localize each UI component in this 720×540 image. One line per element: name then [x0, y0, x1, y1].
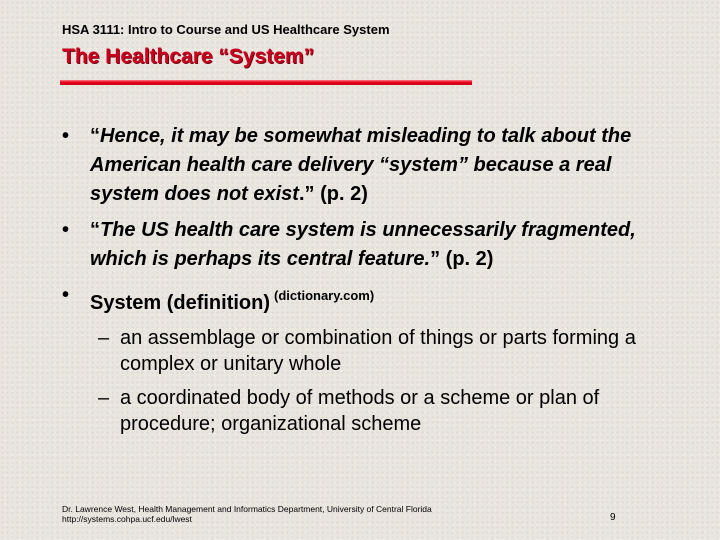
citation: (p. 2) — [320, 183, 368, 205]
definition-source: (dictionary.com) — [274, 288, 375, 303]
footer — [62, 504, 432, 524]
quote-text: Hence, it may be somewhat misleading to talk about the American health care delivery “system” because a real system does not exist — [90, 125, 632, 205]
slide-content — [62, 122, 672, 445]
title-underline — [60, 80, 472, 85]
course-header: HSA 3111: Intro to Course and US Healthcare System — [62, 22, 390, 37]
definition-item-2 — [62, 385, 672, 437]
definition-text: a coordinated body of methods or a scheme or plan of procedure; organizational scheme — [120, 387, 600, 435]
open-quote: “ — [90, 219, 100, 241]
footer-author: Dr. Lawrence West, Health Management and Informatics Department, University of Central Florida — [62, 504, 432, 514]
bullet-quote-2 — [62, 216, 672, 274]
open-quote: “ — [90, 125, 100, 147]
citation: (p. 2) — [445, 248, 494, 270]
slide-title: The Healthcare “System” — [62, 45, 315, 68]
bullet-quote-1 — [62, 122, 672, 209]
dash-marker: – — [98, 387, 110, 409]
definition-item-1 — [62, 325, 672, 377]
bullet-definition — [62, 281, 672, 318]
dash-marker: – — [98, 327, 110, 349]
bullet-marker: • — [62, 125, 70, 147]
quote-text: The US health care system is unnecessarily fragmented, which is perhaps its central feature. — [90, 219, 636, 270]
footer-url: http://systems.cohpa.ucf.edu/lwest — [62, 514, 192, 524]
page-number: 9 — [610, 512, 616, 523]
bullet-marker: • — [62, 284, 70, 306]
close-quote: .” — [298, 183, 315, 205]
definition-text: an assemblage or combination of things or parts forming a complex or unitary whole — [120, 327, 636, 375]
close-quote: ” — [430, 248, 441, 270]
bullet-marker: • — [62, 219, 70, 241]
definition-heading: System (definition) — [90, 292, 271, 314]
